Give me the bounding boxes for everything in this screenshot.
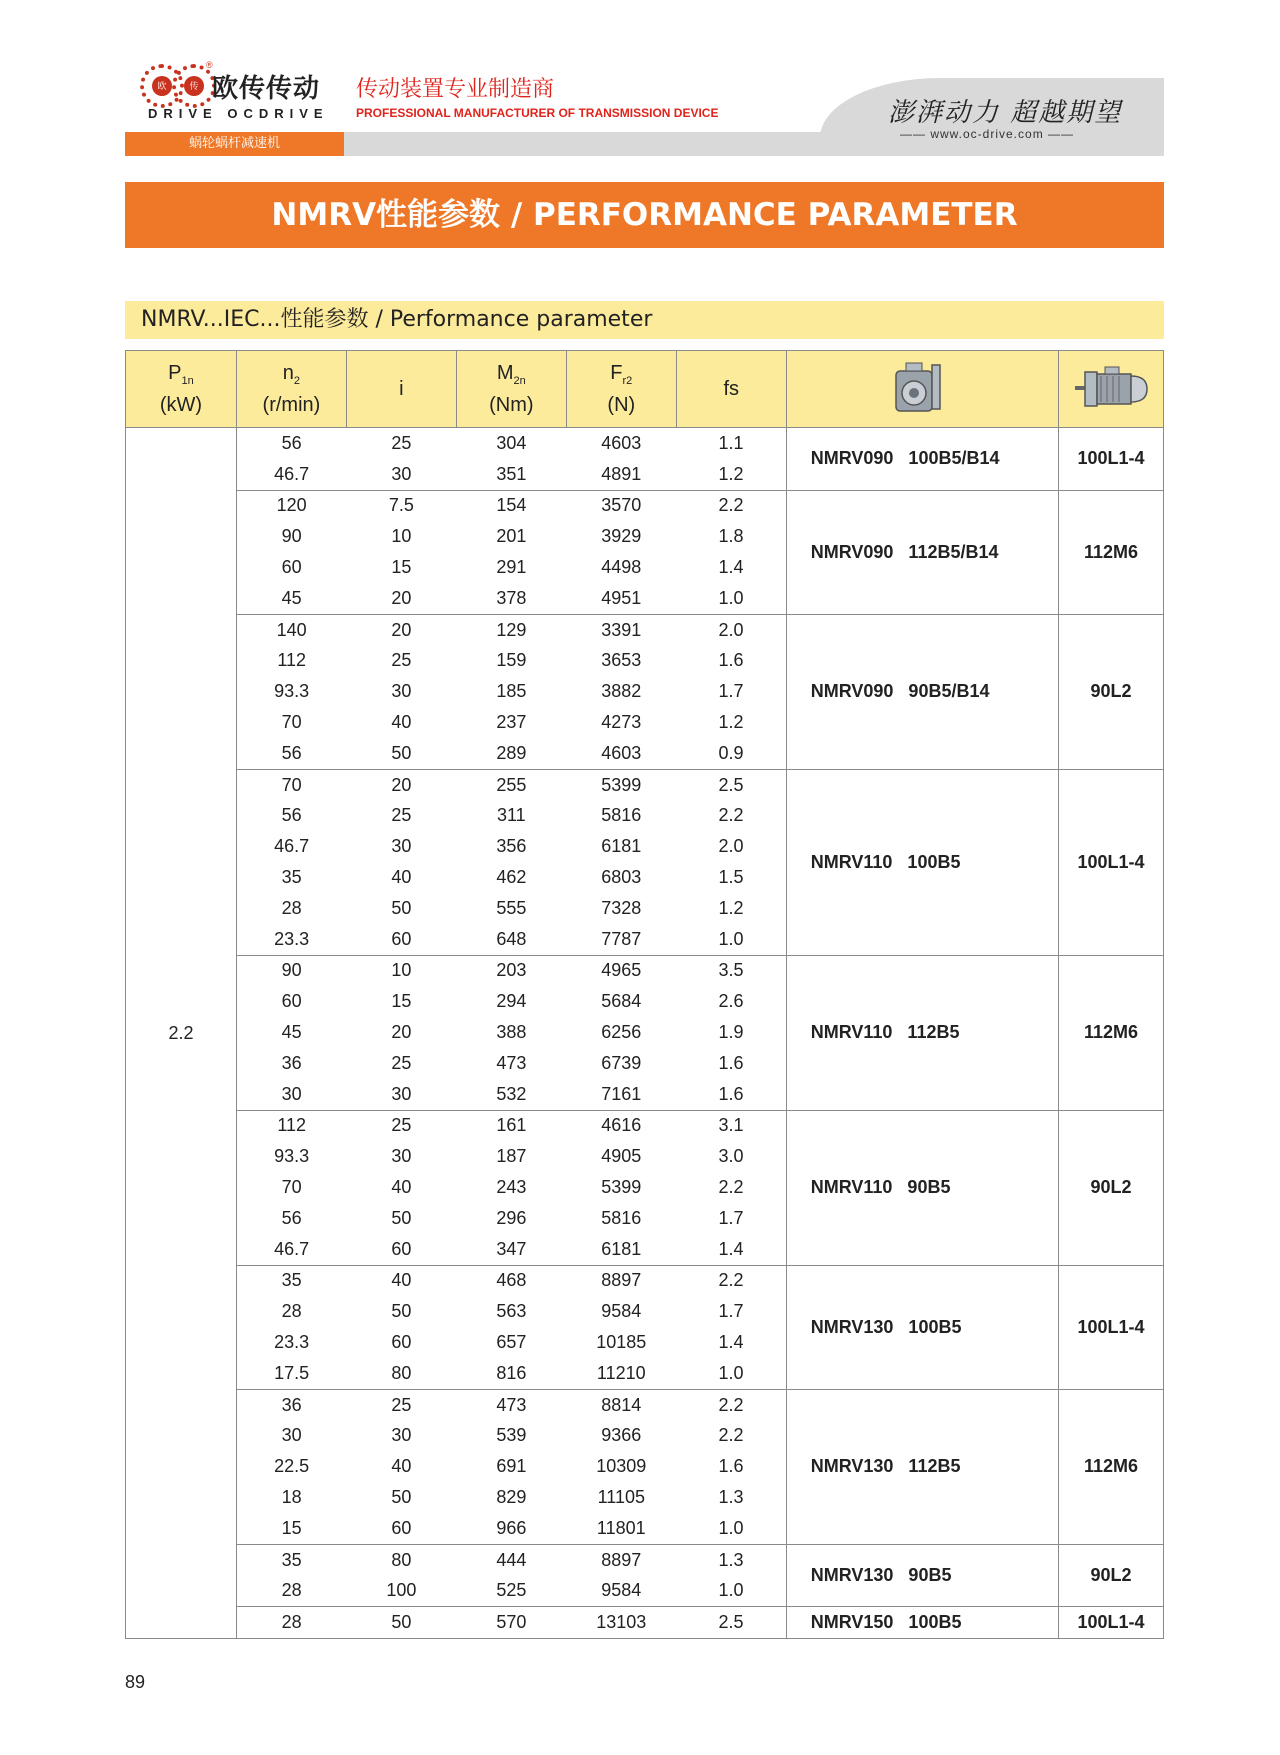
speed-cell: 56 xyxy=(236,801,346,832)
service-factor-cell: 1.8 xyxy=(718,526,744,547)
speed-cell: 45 xyxy=(236,583,346,614)
torque-cell: 161 xyxy=(456,1110,566,1141)
torque-cell: 289 xyxy=(496,742,527,763)
ratio-cell: 60 xyxy=(391,1238,412,1259)
speed-cell: 35 xyxy=(236,1265,346,1296)
motor-cell: 100L1-4 xyxy=(1059,1265,1164,1389)
motor-cell: 90L2 xyxy=(1059,614,1164,769)
torque-cell: 444 xyxy=(456,1544,566,1575)
radial-load-cell: 3929 xyxy=(601,526,642,547)
motor-cell: 100L1-4 xyxy=(1059,1607,1164,1639)
radial-load-cell: 4498 xyxy=(601,557,642,578)
torque-cell: 648 xyxy=(496,928,527,949)
torque-cell: 555 xyxy=(496,897,527,918)
radial-load-cell: 13103 xyxy=(566,1607,676,1639)
ratio-cell: 20 xyxy=(391,1022,412,1043)
torque-cell: 525 xyxy=(496,1580,527,1601)
logo-gear-icon: 传 xyxy=(172,64,216,108)
speed-cell: 46.7 xyxy=(236,831,346,862)
ratio-cell: 80 xyxy=(346,1544,456,1575)
speed-cell: 30 xyxy=(236,1421,346,1452)
category-tab: 蜗轮蜗杆减速机 xyxy=(125,132,344,156)
model-cell: NMRV130 112B5 xyxy=(786,1389,1058,1544)
header-power: $P_{1n}$ (kW) xyxy=(126,351,237,428)
model-cell: NMRV130 90B5 xyxy=(786,1544,1058,1607)
table-row xyxy=(126,1607,1164,1639)
speed-cell: 90 xyxy=(236,521,346,552)
speed-cell: 112 xyxy=(236,1110,346,1141)
ratio-cell: 25 xyxy=(346,1389,456,1420)
torque-cell: 296 xyxy=(496,1207,527,1228)
radial-load-cell: 4905 xyxy=(601,1146,642,1167)
speed-cell: 17.5 xyxy=(236,1358,346,1389)
motor-cell: 90L2 xyxy=(1059,1110,1164,1265)
radial-load-cell: 7328 xyxy=(601,897,642,918)
service-factor-cell: 2.2 xyxy=(718,805,744,826)
speed-cell: 112 xyxy=(236,646,346,677)
header-gearbox-image xyxy=(786,351,1058,428)
torque-cell: 829 xyxy=(496,1486,527,1507)
motor-cell: 100L1-4 xyxy=(1059,428,1164,491)
model-cell: NMRV130 100B5 xyxy=(786,1265,1058,1389)
website: —— www.oc-drive.com —— xyxy=(900,127,1075,141)
radial-load-cell: 5816 xyxy=(601,805,642,826)
radial-load-cell: 6256 xyxy=(601,1022,642,1043)
torque-cell: 304 xyxy=(456,428,566,459)
radial-load-cell: 3882 xyxy=(601,681,642,702)
torque-cell: 347 xyxy=(496,1238,527,1259)
service-factor-cell: 2.2 xyxy=(676,1389,786,1420)
service-factor-cell: 3.1 xyxy=(676,1110,786,1141)
radial-load-cell: 6181 xyxy=(601,836,642,857)
radial-load-cell: 4965 xyxy=(566,955,676,986)
header-torque: $M_{2n}$ (Nm) xyxy=(456,351,566,428)
motor-cell: 100L1-4 xyxy=(1059,769,1164,955)
service-factor-cell: 2.0 xyxy=(676,614,786,645)
speed-cell: 45 xyxy=(236,1017,346,1048)
model-cell: NMRV110 112B5 xyxy=(786,955,1058,1110)
service-factor-cell: 1.2 xyxy=(718,463,744,484)
speed-cell: 46.7 xyxy=(236,1234,346,1265)
service-factor-cell: 2.5 xyxy=(676,769,786,800)
torque-cell: 129 xyxy=(456,614,566,645)
header-service-factor: fs xyxy=(676,351,786,428)
torque-cell: 691 xyxy=(496,1456,527,1477)
ratio-cell: 20 xyxy=(346,614,456,645)
model-cell: NMRV150 100B5 xyxy=(786,1607,1058,1639)
company-logo xyxy=(140,62,340,122)
ratio-cell: 30 xyxy=(391,681,412,702)
speed-cell: 90 xyxy=(236,955,346,986)
ratio-cell: 7.5 xyxy=(346,490,456,521)
table-body xyxy=(126,428,1164,1639)
page-number: 89 xyxy=(125,1672,146,1692)
service-factor-cell: 2.2 xyxy=(676,1265,786,1296)
service-factor-cell: 1.0 xyxy=(718,928,744,949)
motor-cell: 112M6 xyxy=(1059,955,1164,1110)
service-factor-cell: 1.6 xyxy=(718,1083,744,1104)
torque-cell: 473 xyxy=(456,1389,566,1420)
ratio-cell: 50 xyxy=(391,897,412,918)
speed-cell: 36 xyxy=(236,1389,346,1420)
torque-cell: 185 xyxy=(496,681,527,702)
model-cell: NMRV090 100B5/B14 xyxy=(786,428,1058,491)
speed-cell: 30 xyxy=(236,1079,346,1110)
service-factor-cell: 1.2 xyxy=(718,712,744,733)
service-factor-cell: 2.2 xyxy=(718,1177,744,1198)
ratio-cell: 40 xyxy=(391,867,412,888)
electric-motor-icon xyxy=(1071,364,1151,414)
torque-cell: 237 xyxy=(496,712,527,733)
speed-cell: 36 xyxy=(236,1048,346,1079)
speed-cell: 60 xyxy=(236,552,346,583)
radial-load-cell: 10185 xyxy=(596,1332,647,1352)
motor-cell: 90L2 xyxy=(1059,1544,1164,1607)
radial-load-cell: 4603 xyxy=(601,742,642,763)
torque-cell: 351 xyxy=(496,463,527,484)
ratio-cell: 60 xyxy=(391,1517,412,1538)
speed-cell: 46.7 xyxy=(236,459,346,490)
torque-cell: 291 xyxy=(496,557,527,578)
service-factor-cell: 2.5 xyxy=(676,1607,786,1639)
table-header-row xyxy=(126,351,1164,428)
torque-cell: 311 xyxy=(496,805,526,826)
table-row xyxy=(126,769,1164,800)
radial-load-cell: 4273 xyxy=(601,712,642,733)
service-factor-cell: 1.0 xyxy=(718,1580,744,1601)
radial-load-cell: 5816 xyxy=(601,1207,642,1228)
torque-cell: 532 xyxy=(496,1083,527,1104)
speed-cell: 18 xyxy=(236,1482,346,1513)
performance-table xyxy=(125,350,1164,1639)
torque-cell: 539 xyxy=(496,1425,527,1446)
radial-load-cell: 11105 xyxy=(597,1486,645,1507)
torque-cell: 201 xyxy=(496,526,527,547)
speed-cell: 70 xyxy=(236,1172,346,1203)
speed-cell: 70 xyxy=(236,769,346,800)
speed-cell: 23.3 xyxy=(236,924,346,955)
header-motor-image xyxy=(1059,351,1164,428)
ratio-cell: 25 xyxy=(391,650,412,671)
speed-cell: 140 xyxy=(236,614,346,645)
service-factor-cell: 2.6 xyxy=(718,991,744,1012)
torque-cell: 378 xyxy=(496,587,527,608)
service-factor-cell: 1.4 xyxy=(718,557,744,578)
torque-cell: 255 xyxy=(456,769,566,800)
ratio-cell: 80 xyxy=(391,1362,412,1383)
torque-cell: 154 xyxy=(456,490,566,521)
service-factor-cell: 2.2 xyxy=(718,1425,744,1446)
ratio-cell: 20 xyxy=(346,769,456,800)
radial-load-cell: 4891 xyxy=(601,463,642,484)
radial-load-cell: 7787 xyxy=(601,928,642,949)
worm-gearbox-icon xyxy=(892,361,952,417)
speed-cell: 28 xyxy=(236,893,346,924)
header-radial-load: $F_{r2}$ (N) xyxy=(566,351,676,428)
torque-cell: 966 xyxy=(496,1517,527,1538)
ratio-cell: 100 xyxy=(386,1580,417,1601)
service-factor-cell: 1.6 xyxy=(718,1052,744,1073)
power-cell: 2.2 xyxy=(126,428,237,1639)
radial-load-cell: 7161 xyxy=(601,1083,642,1104)
radial-load-cell: 11801 xyxy=(596,1517,646,1538)
torque-cell: 473 xyxy=(496,1052,527,1073)
slogan: 澎湃动力 超越期望 xyxy=(888,98,1123,128)
table-row xyxy=(126,1110,1164,1141)
torque-cell: 243 xyxy=(496,1177,527,1198)
service-factor-cell: 1.1 xyxy=(676,428,786,459)
torque-cell: 462 xyxy=(496,867,527,888)
speed-cell: 70 xyxy=(236,707,346,738)
radial-load-cell: 10309 xyxy=(596,1456,647,1477)
service-factor-cell: 1.7 xyxy=(718,681,744,702)
radial-load-cell: 3391 xyxy=(566,614,676,645)
motor-cell: 112M6 xyxy=(1059,1389,1164,1544)
speed-cell: 120 xyxy=(236,490,346,521)
ratio-cell: 30 xyxy=(391,463,412,484)
ratio-cell: 50 xyxy=(391,1207,412,1228)
radial-load-cell: 6803 xyxy=(601,867,642,888)
page-title: NMRV性能参数 / PERFORMANCE PARAMETER xyxy=(125,182,1164,248)
torque-cell: 159 xyxy=(496,650,527,671)
service-factor-cell: 2.2 xyxy=(676,490,786,521)
torque-cell: 563 xyxy=(496,1301,527,1322)
ratio-cell: 25 xyxy=(346,1110,456,1141)
ratio-cell: 50 xyxy=(391,742,412,763)
service-factor-cell: 1.0 xyxy=(718,1362,744,1383)
ratio-cell: 60 xyxy=(391,1332,412,1352)
speed-cell: 93.3 xyxy=(236,1141,346,1172)
speed-cell: 60 xyxy=(236,986,346,1017)
radial-load-cell: 9584 xyxy=(601,1301,642,1322)
torque-cell: 187 xyxy=(496,1146,527,1167)
ratio-cell: 25 xyxy=(391,805,412,826)
radial-load-cell: 4951 xyxy=(601,587,642,608)
radial-load-cell: 4616 xyxy=(566,1110,676,1141)
model-cell: NMRV090 112B5/B14 xyxy=(786,490,1058,614)
motor-cell: 112M6 xyxy=(1059,490,1164,614)
speed-cell: 93.3 xyxy=(236,676,346,707)
brand-tagline-en: PROFESSIONAL MANUFACTURER OF TRANSMISSION DEVICE xyxy=(356,106,719,120)
service-factor-cell: 1.0 xyxy=(718,1517,744,1538)
ratio-cell: 10 xyxy=(391,526,412,547)
torque-cell: 816 xyxy=(496,1362,527,1383)
radial-load-cell: 5399 xyxy=(601,1177,642,1198)
speed-cell: 23.3 xyxy=(236,1327,346,1358)
model-cell: NMRV090 90B5/B14 xyxy=(786,614,1058,769)
ratio-cell: 25 xyxy=(346,428,456,459)
ratio-cell: 15 xyxy=(391,557,412,578)
service-factor-cell: 1.6 xyxy=(718,1456,744,1477)
radial-load-cell: 3570 xyxy=(566,490,676,521)
service-factor-cell: 1.2 xyxy=(718,897,744,918)
registered-mark: ® xyxy=(206,60,213,70)
table-row xyxy=(126,1389,1164,1420)
service-factor-cell: 1.4 xyxy=(718,1332,744,1352)
service-factor-cell: 2.0 xyxy=(718,836,744,857)
radial-load-cell: 5684 xyxy=(601,991,642,1012)
radial-load-cell: 9366 xyxy=(601,1425,642,1446)
radial-load-cell: 6181 xyxy=(601,1238,642,1259)
speed-cell: 28 xyxy=(236,1296,346,1327)
torque-cell: 468 xyxy=(456,1265,566,1296)
section-subtitle: NMRV...IEC...性能参数 / Performance parameter xyxy=(125,301,1164,339)
radial-load-cell: 5399 xyxy=(566,769,676,800)
service-factor-cell: 1.3 xyxy=(676,1544,786,1575)
service-factor-cell: 1.6 xyxy=(718,650,744,671)
service-factor-cell: 1.4 xyxy=(718,1238,744,1259)
ratio-cell: 30 xyxy=(391,1425,412,1446)
ratio-cell: 50 xyxy=(391,1301,412,1322)
torque-cell: 356 xyxy=(496,836,527,857)
ratio-cell: 15 xyxy=(391,991,412,1012)
ratio-cell: 60 xyxy=(391,928,412,949)
radial-load-cell: 3653 xyxy=(601,650,642,671)
service-factor-cell: 1.7 xyxy=(718,1301,744,1322)
speed-cell: 35 xyxy=(236,1544,346,1575)
ratio-cell: 30 xyxy=(391,836,412,857)
header-output-speed: $n_2$ (r/min) xyxy=(236,351,346,428)
speed-cell: 56 xyxy=(236,1203,346,1234)
radial-load-cell: 11210 xyxy=(596,1362,646,1383)
speed-cell: 28 xyxy=(236,1607,346,1639)
torque-cell: 388 xyxy=(496,1022,527,1043)
table-row xyxy=(126,428,1164,459)
service-factor-cell: 1.7 xyxy=(718,1207,744,1228)
ratio-cell: 50 xyxy=(346,1607,456,1639)
radial-load-cell: 8897 xyxy=(566,1265,676,1296)
service-factor-cell: 3.0 xyxy=(718,1146,744,1167)
speed-cell: 28 xyxy=(236,1575,346,1606)
service-factor-cell: 1.0 xyxy=(718,587,744,608)
service-factor-cell: 3.5 xyxy=(676,955,786,986)
speed-cell: 15 xyxy=(236,1513,346,1544)
logo-english-name: DRIVE OCDRIVE xyxy=(148,106,329,121)
logo-chinese-name: 欧传传动 xyxy=(212,74,321,104)
ratio-cell: 30 xyxy=(391,1083,412,1104)
table-row xyxy=(126,1544,1164,1575)
table-row xyxy=(126,955,1164,986)
radial-load-cell: 4603 xyxy=(566,428,676,459)
model-cell: NMRV110 90B5 xyxy=(786,1110,1058,1265)
radial-load-cell: 6739 xyxy=(601,1052,642,1073)
model-cell: NMRV110 100B5 xyxy=(786,769,1058,955)
table-row xyxy=(126,614,1164,645)
ratio-cell: 40 xyxy=(391,712,412,733)
torque-cell: 570 xyxy=(456,1607,566,1639)
table-row xyxy=(126,490,1164,521)
radial-load-cell: 8814 xyxy=(566,1389,676,1420)
brand-tagline-cn: 传动装置专业制造商 xyxy=(356,77,555,102)
table-row xyxy=(126,1265,1164,1296)
service-factor-cell: 1.9 xyxy=(718,1022,744,1043)
ratio-cell: 40 xyxy=(346,1265,456,1296)
ratio-cell: 50 xyxy=(391,1486,412,1507)
ratio-cell: 10 xyxy=(346,955,456,986)
radial-load-cell: 8897 xyxy=(566,1544,676,1575)
page-header xyxy=(0,0,1280,160)
header-ratio: i xyxy=(346,351,456,428)
service-factor-cell: 0.9 xyxy=(718,742,744,763)
ratio-cell: 40 xyxy=(391,1456,412,1477)
speed-cell: 22.5 xyxy=(236,1451,346,1482)
speed-cell: 56 xyxy=(236,428,346,459)
service-factor-cell: 1.3 xyxy=(718,1486,744,1507)
ratio-cell: 40 xyxy=(391,1177,412,1198)
service-factor-cell: 1.5 xyxy=(718,867,744,888)
speed-cell: 35 xyxy=(236,862,346,893)
torque-cell: 294 xyxy=(496,991,527,1012)
radial-load-cell: 9584 xyxy=(601,1580,642,1601)
ratio-cell: 20 xyxy=(391,587,412,608)
torque-cell: 203 xyxy=(456,955,566,986)
speed-cell: 56 xyxy=(236,738,346,769)
logo-gear-icon: 欧 xyxy=(140,64,184,108)
torque-cell: 657 xyxy=(496,1332,527,1352)
ratio-cell: 30 xyxy=(391,1146,412,1167)
ratio-cell: 25 xyxy=(391,1052,412,1073)
